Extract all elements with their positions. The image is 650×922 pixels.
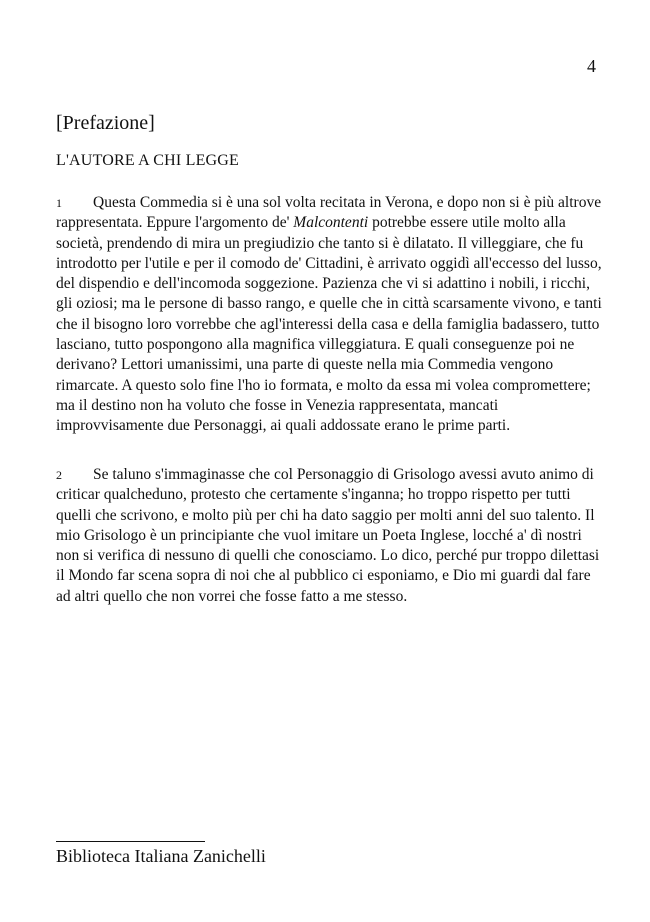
paragraph-text: Se taluno s'immaginasse che col Personaggio di Grisologo avessi avuto animo di criticar qualcheduno, protesto che certamente s'inganna; ho troppo rispetto per tutti quelli che scrivono, e molto più per chi ha dato saggio per molti anni del suo talento. Il mio Grisologo è un principiante che vuol imitare un Poeta Inglese, locché a' dì nostri non si verifica di nessuno di quelli che conosciamo. Lo dico, perché pur troppo dilettasi il Mondo far scena sopra di noi che al pubblico ci esponiamo, e Dio mi guardi dal fare ad altri quello che non vorrei che fosse fatto a me stesso. <box>56 466 600 605</box>
chapter-heading: L'AUTORE A CHI LEGGE <box>56 152 240 169</box>
footer-divider <box>56 841 205 842</box>
footer-publisher: Biblioteca Italiana Zanichelli <box>56 846 266 866</box>
paragraph-number: 1 <box>56 196 62 210</box>
paragraph-1 <box>56 193 602 437</box>
page-number: 4 <box>587 56 596 76</box>
italic-title: Malcontenti <box>293 214 369 232</box>
paragraph-text-continued: potrebbe essere utile molto alla società, prendendo di mira un pregiudizio che tanto si è dilatato. Il villeggiare, che fu introdotto per l'utile e per il comodo de' Cittadini, è arrivato oggidì all'eccesso del lusso, del dispendio e dell'incomoda soggezione. Pazienza che vi si adattino i nobili, i ricchi, gli oziosi; ma le persone di basso rango, e quelle che in città scarsamente vivono, e tanti che il bisogno loro vorrebbe che agl'interessi della casa e della famiglia badassero, tutto lasciano, tutto pospongono alla magnifica villeggiatura. E quali conseguenze poi ne derivano? Lettori umanissimi, una parte di queste nella mia Commedia vengono rimarcate. A questo solo fine l'ho io formata, e molto da essa mi volea compromettere; ma il destino non ha voluto che fosse in Venezia rappresentata, mancati improvvisamente due Personaggi, ai quali addossate erano le prime parti. <box>56 214 602 435</box>
paragraph-2 <box>56 465 602 607</box>
section-title: [Prefazione] <box>56 112 155 134</box>
paragraph-number: 2 <box>56 468 62 482</box>
paragraph-text: Questa Commedia si è una sol volta recitata in Verona, e dopo non si è più altrove rappresentata. Eppure l'argomento de' <box>56 194 602 232</box>
